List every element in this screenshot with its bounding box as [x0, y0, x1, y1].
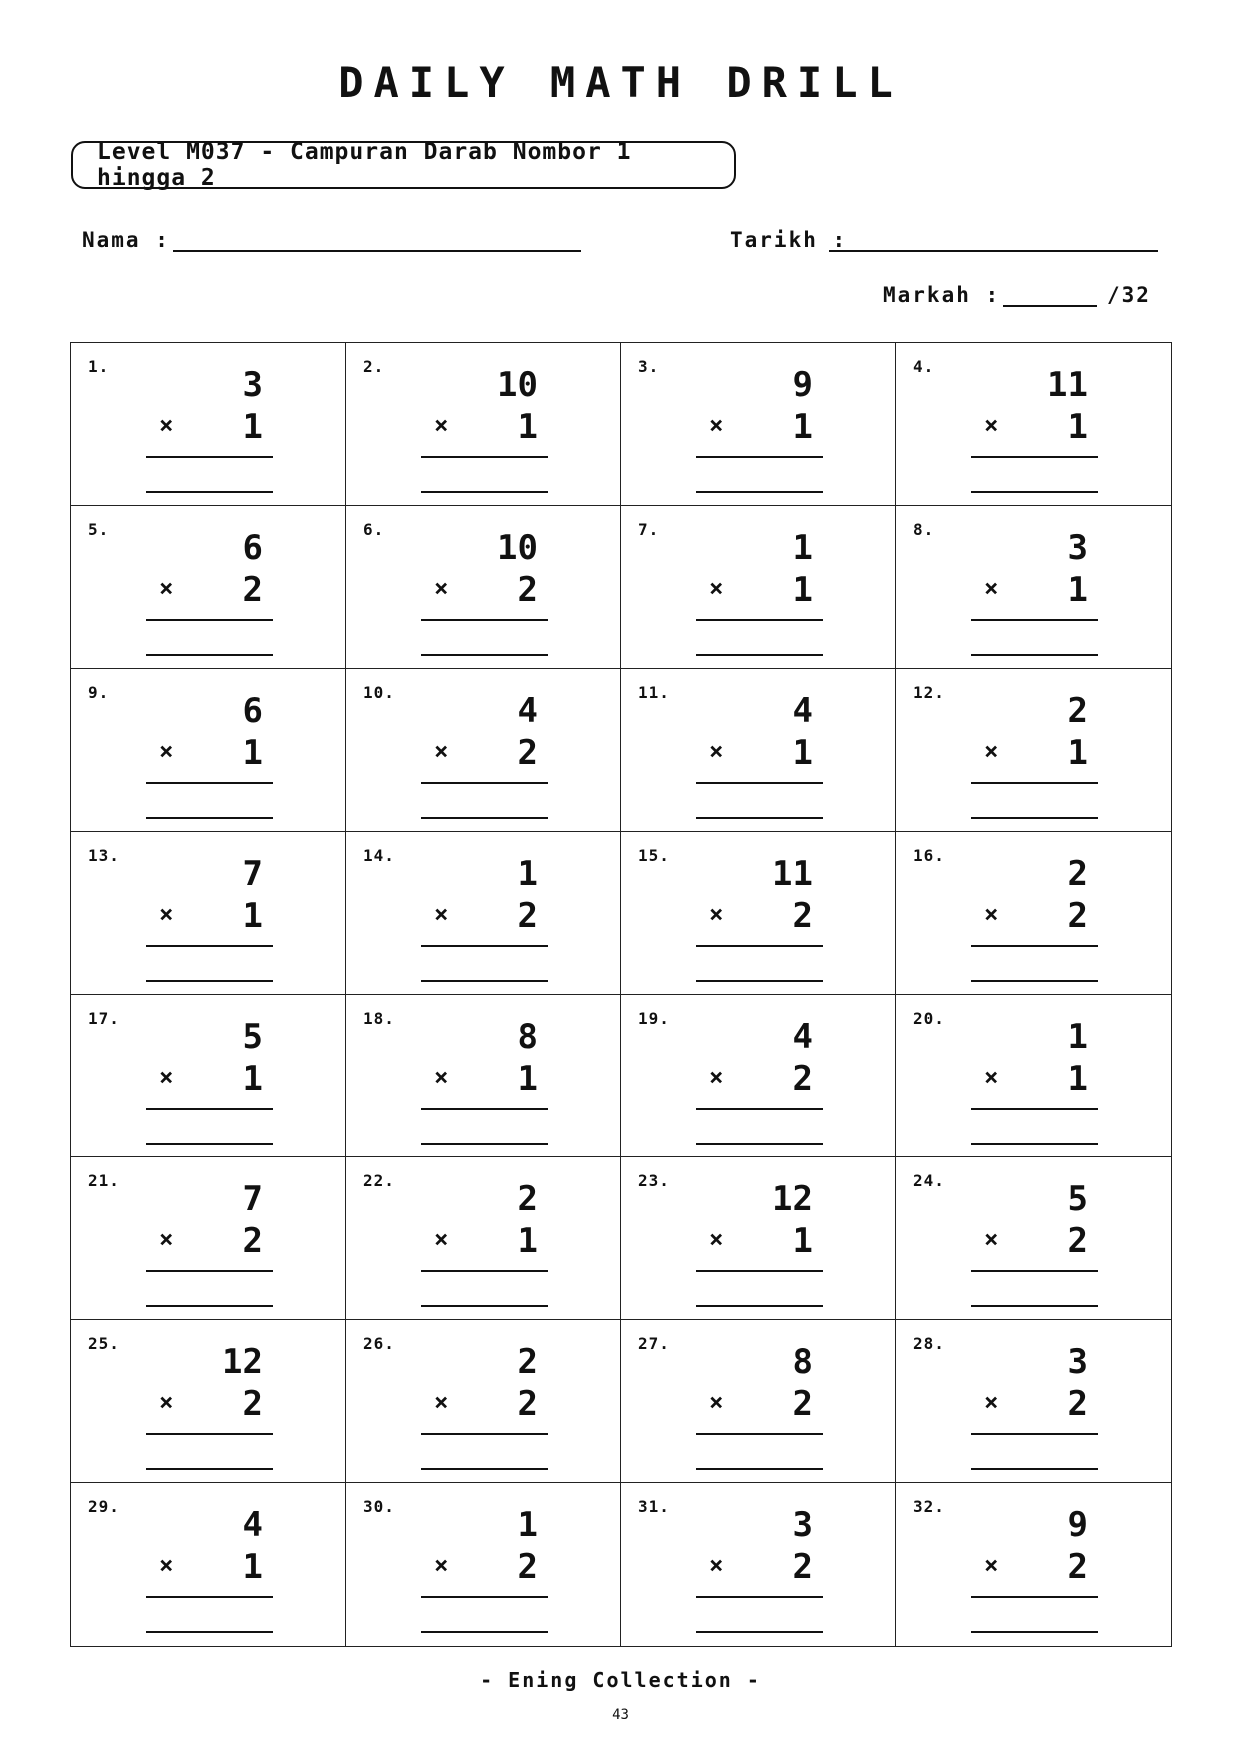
problem-number: 29.: [88, 1497, 120, 1517]
problem-number: 24.: [913, 1171, 945, 1191]
second-operand: 2: [517, 1384, 538, 1425]
answer-line[interactable]: [696, 817, 823, 819]
operation-rule: [696, 782, 823, 784]
first-operand: 1: [792, 527, 813, 568]
answer-line[interactable]: [971, 817, 1098, 819]
first-operand: 11: [772, 853, 813, 894]
answer-line[interactable]: [971, 1143, 1098, 1145]
second-operand: 2: [517, 732, 538, 773]
problem-number: 2.: [363, 357, 385, 376]
second-operand: 2: [242, 1221, 263, 1262]
multiply-sign: ×: [159, 573, 174, 602]
operation-rule: [696, 1270, 823, 1272]
first-operand: 4: [792, 690, 813, 731]
second-operand: 1: [792, 732, 813, 773]
problem-cell: [346, 343, 621, 506]
operation-rule: [421, 945, 548, 947]
problem-number: 25.: [88, 1334, 120, 1354]
problem-cell: [71, 669, 346, 832]
problem-cell: [621, 343, 896, 506]
operation-rule: [146, 1433, 273, 1435]
problem-cell: [346, 1157, 621, 1320]
problem-cell: [71, 995, 346, 1158]
problem-cell: [621, 506, 896, 669]
problem-number: 16.: [913, 845, 945, 865]
problem-cell: [621, 1483, 896, 1646]
page-title: DAILY MATH DRILL: [338, 58, 903, 107]
second-operand: 1: [1067, 407, 1088, 447]
operation-rule: [146, 1596, 273, 1598]
operation-rule: [696, 1596, 823, 1598]
answer-line[interactable]: [971, 654, 1098, 656]
multiply-sign: ×: [709, 736, 724, 765]
problem-cell: [621, 1320, 896, 1483]
second-operand: 2: [1067, 895, 1088, 936]
problem-number: 28.: [913, 1334, 945, 1354]
problem-number: 4.: [913, 357, 935, 376]
multiply-sign: ×: [434, 1225, 449, 1254]
multiply-sign: ×: [434, 1388, 449, 1417]
answer-line[interactable]: [696, 1143, 823, 1145]
first-operand: 4: [792, 1016, 813, 1057]
operation-rule: [971, 945, 1098, 947]
problem-number: 6.: [363, 519, 385, 539]
first-operand: 12: [772, 1179, 813, 1220]
multiply-sign: ×: [709, 1062, 724, 1091]
answer-line[interactable]: [421, 1631, 548, 1633]
first-operand: 7: [242, 853, 263, 894]
operation-rule: [696, 619, 823, 621]
multiply-sign: ×: [984, 573, 999, 602]
first-operand: 11: [1047, 365, 1088, 405]
multiply-sign: ×: [709, 411, 724, 439]
problem-cell: [896, 343, 1171, 506]
first-operand: 9: [792, 365, 813, 405]
problem-cell: [896, 832, 1171, 995]
answer-line[interactable]: [971, 1631, 1098, 1633]
problem-number: 20.: [913, 1008, 945, 1028]
first-operand: 2: [517, 1179, 538, 1220]
first-operand: 4: [517, 690, 538, 731]
second-operand: 2: [792, 1547, 813, 1588]
answer-line[interactable]: [971, 491, 1098, 493]
problem-number: 15.: [638, 845, 670, 865]
problem-number: 8.: [913, 519, 935, 539]
operation-rule: [971, 619, 1098, 621]
second-operand: 1: [242, 1547, 263, 1588]
second-operand: 1: [792, 407, 813, 447]
answer-line[interactable]: [421, 654, 548, 656]
first-operand: 3: [242, 365, 263, 405]
second-operand: 2: [517, 1547, 538, 1588]
operation-rule: [421, 1270, 548, 1272]
name-field[interactable]: [173, 250, 581, 252]
problem-number: 3.: [638, 357, 660, 376]
problem-cell: [346, 1320, 621, 1483]
problem-cell: [896, 506, 1171, 669]
problem-cell: [346, 832, 621, 995]
answer-line[interactable]: [146, 654, 273, 656]
operation-rule: [146, 456, 273, 458]
second-operand: 1: [242, 732, 263, 773]
first-operand: 1: [517, 853, 538, 894]
first-operand: 2: [517, 1342, 538, 1383]
multiply-sign: ×: [709, 1388, 724, 1417]
operation-rule: [971, 1596, 1098, 1598]
operation-rule: [971, 1270, 1098, 1272]
operation-rule: [146, 619, 273, 621]
problem-number: 30.: [363, 1497, 395, 1517]
problem-number: 26.: [363, 1334, 395, 1354]
answer-line[interactable]: [696, 980, 823, 982]
operation-rule: [146, 945, 273, 947]
answer-line[interactable]: [696, 654, 823, 656]
second-operand: 2: [1067, 1221, 1088, 1262]
problem-cell: [71, 506, 346, 669]
second-operand: 1: [792, 1221, 813, 1262]
first-operand: 2: [1067, 853, 1088, 894]
first-operand: 5: [1067, 1179, 1088, 1220]
multiply-sign: ×: [434, 736, 449, 765]
answer-line[interactable]: [146, 1305, 273, 1307]
name-label: Nama :: [82, 228, 170, 252]
multiply-sign: ×: [434, 1062, 449, 1091]
answer-line[interactable]: [146, 980, 273, 982]
first-operand: 8: [517, 1016, 538, 1057]
multiply-sign: ×: [984, 1062, 999, 1091]
second-operand: 2: [1067, 1547, 1088, 1588]
first-operand: 3: [792, 1505, 813, 1546]
operation-rule: [696, 456, 823, 458]
first-operand: 10: [497, 527, 538, 568]
first-operand: 4: [242, 1505, 263, 1546]
problem-number: 31.: [638, 1497, 670, 1517]
answer-line[interactable]: [421, 1143, 548, 1145]
second-operand: 1: [1067, 732, 1088, 773]
multiply-sign: ×: [159, 411, 174, 439]
operation-rule: [421, 1108, 548, 1110]
operation-rule: [696, 1433, 823, 1435]
first-operand: 6: [242, 690, 263, 731]
answer-line[interactable]: [146, 817, 273, 819]
problem-number: 5.: [88, 519, 110, 539]
operation-rule: [421, 782, 548, 784]
first-operand: 7: [242, 1179, 263, 1220]
multiply-sign: ×: [984, 736, 999, 765]
first-operand: 1: [517, 1505, 538, 1546]
answer-line[interactable]: [146, 1143, 273, 1145]
answer-line[interactable]: [146, 491, 273, 493]
answer-line[interactable]: [696, 491, 823, 493]
problem-cell: [621, 669, 896, 832]
first-operand: 3: [1067, 527, 1088, 568]
operation-rule: [146, 1108, 273, 1110]
problem-cell: [896, 1157, 1171, 1320]
problem-cell: [621, 1157, 896, 1320]
problem-cell: [346, 1483, 621, 1646]
second-operand: 2: [1067, 1384, 1088, 1425]
answer-line[interactable]: [146, 1631, 273, 1633]
problem-cell: [621, 995, 896, 1158]
multiply-sign: ×: [984, 411, 999, 439]
problem-cell: [346, 506, 621, 669]
second-operand: 1: [517, 1221, 538, 1262]
answer-line[interactable]: [696, 1468, 823, 1470]
multiply-sign: ×: [159, 736, 174, 765]
first-operand: 9: [1067, 1505, 1088, 1546]
problem-number: 22.: [363, 1171, 395, 1191]
operation-rule: [696, 1108, 823, 1110]
problem-number: 18.: [363, 1008, 395, 1028]
problem-cell: [896, 669, 1171, 832]
answer-line[interactable]: [421, 980, 548, 982]
problem-grid: [70, 342, 1172, 1647]
problem-number: 14.: [363, 845, 395, 865]
second-operand: 2: [517, 895, 538, 936]
problem-cell: [71, 343, 346, 506]
problem-number: 9.: [88, 682, 110, 702]
problem-number: 11.: [638, 682, 670, 702]
problem-number: 32.: [913, 1497, 945, 1517]
answer-line[interactable]: [421, 491, 548, 493]
second-operand: 2: [792, 895, 813, 936]
multiply-sign: ×: [984, 899, 999, 928]
second-operand: 1: [242, 895, 263, 936]
date-label: Tarikh :: [730, 228, 848, 252]
answer-line[interactable]: [971, 1468, 1098, 1470]
second-operand: 2: [792, 1058, 813, 1099]
multiply-sign: ×: [709, 1551, 724, 1580]
multiply-sign: ×: [709, 899, 724, 928]
second-operand: 2: [242, 569, 263, 610]
multiply-sign: ×: [159, 899, 174, 928]
problem-cell: [346, 995, 621, 1158]
answer-line[interactable]: [971, 1305, 1098, 1307]
multiply-sign: ×: [984, 1551, 999, 1580]
second-operand: 1: [1067, 1058, 1088, 1099]
problem-number: 21.: [88, 1171, 120, 1191]
problem-cell: [896, 1483, 1171, 1646]
level-label: Level M037 - Campuran Darab Nombor 1 hingga 2: [97, 139, 632, 191]
date-field[interactable]: [829, 250, 1158, 252]
multiply-sign: ×: [709, 1225, 724, 1254]
problem-number: 1.: [88, 357, 110, 376]
score-total: /32: [1107, 283, 1151, 307]
problem-number: 12.: [913, 682, 945, 702]
second-operand: 2: [792, 1384, 813, 1425]
operation-rule: [971, 1433, 1098, 1435]
second-operand: 1: [1067, 569, 1088, 610]
operation-rule: [421, 619, 548, 621]
first-operand: 12: [222, 1342, 263, 1383]
operation-rule: [696, 945, 823, 947]
multiply-sign: ×: [434, 573, 449, 602]
second-operand: 1: [242, 407, 263, 447]
multiply-sign: ×: [434, 411, 449, 439]
multiply-sign: ×: [434, 899, 449, 928]
answer-line[interactable]: [971, 980, 1098, 982]
second-operand: 1: [242, 1058, 263, 1099]
first-operand: 10: [497, 365, 538, 405]
second-operand: 1: [517, 1058, 538, 1099]
problem-number: 23.: [638, 1171, 670, 1191]
first-operand: 1: [1067, 1016, 1088, 1057]
second-operand: 2: [242, 1384, 263, 1425]
problem-cell: [71, 1320, 346, 1483]
problem-cell: [896, 995, 1171, 1158]
multiply-sign: ×: [159, 1225, 174, 1254]
score-field[interactable]: [1003, 305, 1097, 307]
page-number: 43: [612, 1707, 629, 1723]
problem-cell: [71, 1157, 346, 1320]
problem-number: 7.: [638, 519, 660, 539]
first-operand: 3: [1067, 1342, 1088, 1383]
problem-number: 13.: [88, 845, 120, 865]
multiply-sign: ×: [159, 1062, 174, 1091]
second-operand: 1: [517, 407, 538, 447]
problem-cell: [346, 669, 621, 832]
answer-line[interactable]: [696, 1631, 823, 1633]
first-operand: 5: [242, 1016, 263, 1057]
operation-rule: [146, 1270, 273, 1272]
problem-number: 27.: [638, 1334, 670, 1354]
problem-cell: [896, 1320, 1171, 1483]
operation-rule: [421, 1433, 548, 1435]
multiply-sign: ×: [434, 1551, 449, 1580]
problem-cell: [621, 832, 896, 995]
multiply-sign: ×: [159, 1551, 174, 1580]
operation-rule: [421, 456, 548, 458]
operation-rule: [971, 1108, 1098, 1110]
answer-line[interactable]: [421, 1305, 548, 1307]
operation-rule: [971, 456, 1098, 458]
level-label-box: [71, 141, 736, 189]
answer-line[interactable]: [421, 1468, 548, 1470]
first-operand: 8: [792, 1342, 813, 1383]
operation-rule: [421, 1596, 548, 1598]
answer-line[interactable]: [146, 1468, 273, 1470]
problem-number: 17.: [88, 1008, 120, 1028]
multiply-sign: ×: [984, 1225, 999, 1254]
second-operand: 2: [517, 569, 538, 610]
problem-number: 10.: [363, 682, 395, 702]
multiply-sign: ×: [709, 573, 724, 602]
multiply-sign: ×: [159, 1388, 174, 1417]
first-operand: 2: [1067, 690, 1088, 731]
answer-line[interactable]: [421, 817, 548, 819]
problem-cell: [71, 1483, 346, 1646]
second-operand: 1: [792, 569, 813, 610]
first-operand: 6: [242, 527, 263, 568]
footer-text: - Ening Collection -: [480, 1668, 761, 1692]
multiply-sign: ×: [984, 1388, 999, 1417]
operation-rule: [971, 782, 1098, 784]
answer-line[interactable]: [696, 1305, 823, 1307]
score-label: Markah :: [883, 283, 1001, 307]
operation-rule: [146, 782, 273, 784]
problem-cell: [71, 832, 346, 995]
problem-number: 19.: [638, 1008, 670, 1028]
